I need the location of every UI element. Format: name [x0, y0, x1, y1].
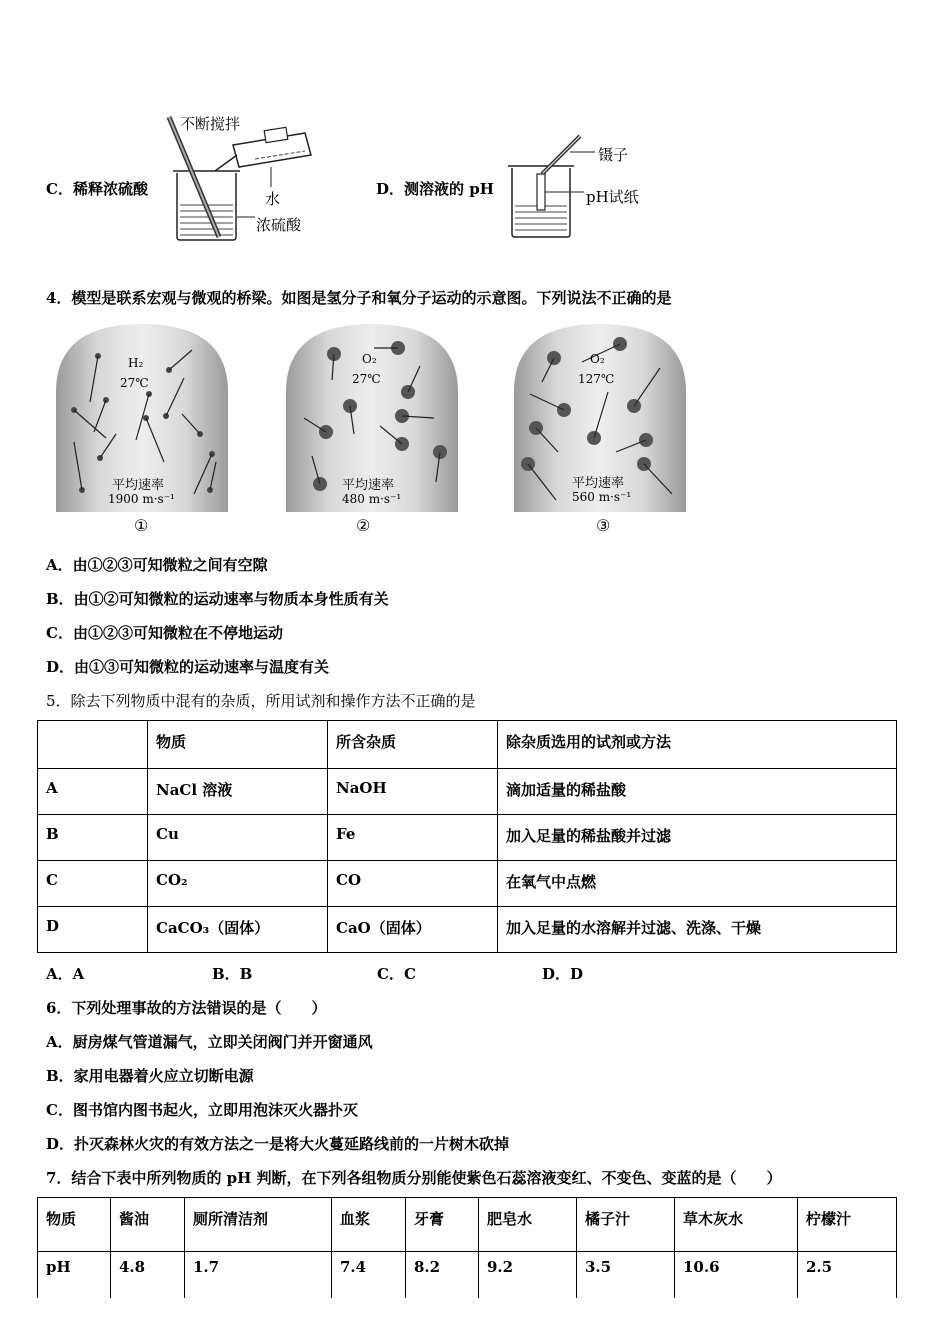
- panel-3-rate: 560 m·s⁻¹: [572, 490, 632, 504]
- table-cell: 4.8: [111, 1252, 185, 1299]
- table-cell: D: [38, 907, 148, 953]
- q6-option-b: B．家用电器着火应立切断电源: [46, 1067, 254, 1085]
- q4-option-d: D．由①③可知微粒的运动速率与温度有关: [46, 658, 330, 676]
- panel-2-number: ②: [356, 516, 371, 535]
- table-cell: 加入足量的稀盐酸并过滤: [498, 815, 897, 861]
- conc-acid-label: 浓硫酸: [256, 216, 302, 234]
- q5-choice-c: C．C: [377, 965, 416, 983]
- panel-3-gas: O₂: [590, 352, 605, 366]
- q3-option-c: C．稀释浓硫酸: [46, 180, 148, 198]
- panel-1-gas: H₂: [128, 356, 144, 370]
- table-row: [38, 861, 897, 907]
- table-cell: 在氧气中点燃: [498, 861, 897, 907]
- ph-paper-label: pH试纸: [586, 188, 639, 206]
- table-row: [38, 769, 897, 815]
- table-cell: 物质: [148, 721, 328, 769]
- q4-option-a: A．由①②③可知微粒之间有空隙: [46, 556, 268, 574]
- tweezers-label: 镊子: [598, 146, 629, 164]
- table-cell: 柠檬汁: [798, 1198, 897, 1252]
- table-cell: A: [38, 769, 148, 815]
- table-cell: 9.2: [479, 1252, 577, 1299]
- table-cell: 厕所清洁剂: [185, 1198, 332, 1252]
- table-cell: 3.5: [577, 1252, 675, 1299]
- table-cell: 1.7: [185, 1252, 332, 1299]
- table-cell: C: [38, 861, 148, 907]
- table-cell: CO: [328, 861, 498, 907]
- table-cell: 牙膏: [406, 1198, 479, 1252]
- table-row: [38, 1198, 897, 1252]
- table-cell: [38, 721, 148, 769]
- table-cell: 所含杂质: [328, 721, 498, 769]
- panel-1-rate: 1900 m·s⁻¹: [108, 492, 175, 506]
- q6-option-a: A．厨房煤气管道漏气，立即关闭阀门并开窗通风: [46, 1033, 373, 1051]
- table-cell: CO₂: [148, 861, 328, 907]
- q4-stem: 4．模型是联系宏观与微观的桥梁。如图是氢分子和氧分子运动的示意图。下列说法不正确的是: [46, 289, 672, 307]
- table-cell: B: [38, 815, 148, 861]
- q4-option-b: B．由①②可知微粒的运动速率与物质本身性质有关: [46, 590, 389, 608]
- q4-option-c: C．由①②③可知微粒在不停地运动: [46, 624, 283, 642]
- q6-option-d: D．扑灭森林火灾的有效方法之一是将大火蔓延路线前的一片树木砍掉: [46, 1135, 510, 1153]
- table-cell: 血浆: [332, 1198, 406, 1252]
- table-cell: 8.2: [406, 1252, 479, 1299]
- panel-1-temp: 27℃: [120, 376, 149, 390]
- table-cell: 除杂质选用的试剂或方法: [498, 721, 897, 769]
- q5-choice-d: D．D: [542, 965, 584, 983]
- panel-2-temp: 27℃: [352, 372, 381, 386]
- q5-choice-b: B．B: [212, 965, 253, 983]
- panel-1-number: ①: [134, 516, 149, 535]
- q5-choice-a: A．A: [46, 965, 85, 983]
- table-cell: 滴加适量的稀盐酸: [498, 769, 897, 815]
- table-cell: 10.6: [675, 1252, 798, 1299]
- ph-test-apparatus: [500, 128, 600, 243]
- water-label: 水: [265, 190, 281, 208]
- table-cell: Fe: [328, 815, 498, 861]
- table-cell: 2.5: [798, 1252, 897, 1299]
- table-cell: 草木灰水: [675, 1198, 798, 1252]
- table-cell: 酱油: [111, 1198, 185, 1252]
- q6-option-c: C．图书馆内图书起火，立即用泡沫灭火器扑灭: [46, 1101, 358, 1119]
- table-cell: NaOH: [328, 769, 498, 815]
- q7-table: [37, 1197, 897, 1298]
- q3-option-d: D．测溶液的 pH: [376, 180, 494, 198]
- panel-2-rate: 480 m·s⁻¹: [342, 492, 402, 506]
- table-cell: Cu: [148, 815, 328, 861]
- table-cell: 橘子汁: [577, 1198, 675, 1252]
- table-cell: CaCO₃（固体）: [148, 907, 328, 953]
- table-cell: 肥皂水: [479, 1198, 577, 1252]
- table-row: [38, 815, 897, 861]
- stir-label: 不断搅拌: [180, 115, 241, 133]
- panel-3-rate-label: 平均速率: [572, 476, 625, 491]
- table-cell: 物质: [38, 1198, 111, 1252]
- panel-2-rate-label: 平均速率: [342, 478, 395, 493]
- panel-2-gas: O₂: [362, 352, 377, 366]
- table-row: [38, 721, 897, 769]
- q6-stem: 6．下列处理事故的方法错误的是（ ）: [46, 999, 327, 1017]
- panel-3-temp: 127℃: [578, 372, 615, 386]
- table-row: [38, 1252, 897, 1299]
- table-cell: 7.4: [332, 1252, 406, 1299]
- q5-stem: 5．除去下列物质中混有的杂质，所用试剂和操作方法不正确的是: [46, 692, 476, 710]
- table-cell: CaO（固体）: [328, 907, 498, 953]
- q7-stem: 7．结合下表中所列物质的 pH 判断，在下列各组物质分别能使紫色石蕊溶液变红、不变色、变蓝的是（ ）: [46, 1169, 782, 1187]
- table-row: [38, 907, 897, 953]
- table-cell: NaCl 溶液: [148, 769, 328, 815]
- panel-3-number: ③: [596, 516, 611, 535]
- panel-1-rate-label: 平均速率: [112, 478, 165, 493]
- table-cell: pH: [38, 1252, 111, 1299]
- table-cell: 加入足量的水溶解并过滤、洗涤、干燥: [498, 907, 897, 953]
- q5-table: [37, 720, 897, 953]
